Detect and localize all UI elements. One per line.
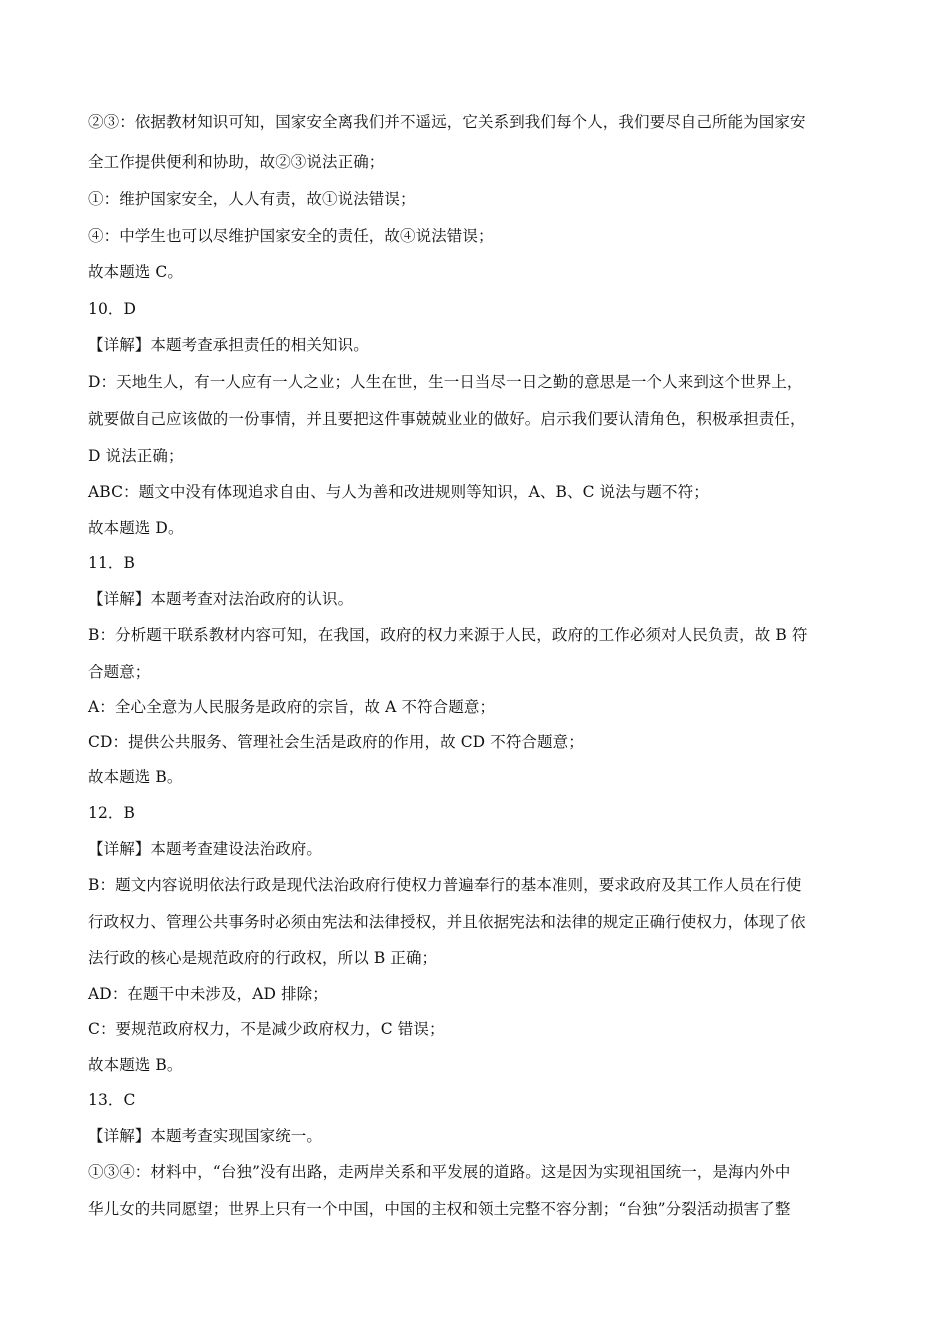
question-number: 10．D bbox=[88, 300, 137, 318]
text-line: A：全心全意为人民服务是政府的宗旨，故 A 不符合题意； bbox=[88, 698, 496, 716]
question-number: 12．B bbox=[88, 804, 136, 822]
text-line: 法行政的核心是规范政府的行政权，所以 B 正确； bbox=[88, 949, 438, 967]
text-line: 故本题选 D。 bbox=[88, 519, 184, 537]
text-line: 【详解】本题考查对法治政府的认识。 bbox=[88, 590, 354, 608]
text-line: CD：提供公共服务、管理社会生活是政府的作用，故 CD 不符合题意； bbox=[88, 733, 584, 751]
question-number: 13．C bbox=[88, 1091, 136, 1109]
text-line: 故本题选 C。 bbox=[88, 263, 183, 281]
question-number: 11．B bbox=[88, 554, 136, 572]
text-line: 行政权力、管理公共事务时必须由宪法和法律授权，并且依据宪法和法律的规定正确行使权力，体现了依 bbox=[88, 913, 806, 931]
text-line: ②③：依据教材知识可知，国家安全离我们并不遥远，它关系到我们每个人，我们要尽自己所能为国家安 bbox=[88, 113, 806, 131]
text-line: ①③④：材料中，“台独”没有出路，走两岸关系和平发展的道路。这是因为实现祖国统一，是海内外中 bbox=[88, 1163, 791, 1181]
text-line: C：要规范政府权力，不是减少政府权力，C 错误； bbox=[88, 1020, 445, 1038]
text-line: 就要做自己应该做的一份事情，并且要把这件事兢兢业业的做好。启示我们要认清角色，积极承担责任， bbox=[88, 410, 806, 428]
text-line: 华儿女的共同愿望；世界上只有一个中国，中国的主权和领土完整不容分割；“台独”分裂活动损害了整 bbox=[88, 1200, 791, 1218]
text-line: B：分析题干联系教材内容可知，在我国，政府的权力来源于人民，政府的工作必须对人民负责，故 B 符 bbox=[88, 626, 808, 644]
text-line: 【详解】本题考查建设法治政府。 bbox=[88, 840, 323, 858]
text-line: 合题意； bbox=[88, 663, 151, 681]
text-line: 【详解】本题考查实现国家统一。 bbox=[88, 1127, 323, 1145]
text-line: 全工作提供便利和协助，故②③说法正确； bbox=[88, 153, 385, 171]
text-line: ABC：题文中没有体现追求自由、与人为善和改进规则等知识，A、B、C 说法与题不符； bbox=[88, 483, 709, 501]
text-line: AD：在题干中未涉及，AD 排除； bbox=[88, 985, 328, 1003]
text-line: 【详解】本题考查承担责任的相关知识。 bbox=[88, 336, 369, 354]
text-line: D 说法正确； bbox=[88, 447, 184, 465]
text-line: ④：中学生也可以尽维护国家安全的责任，故④说法错误； bbox=[88, 227, 494, 245]
text-line: B：题文内容说明依法行政是现代法治政府行使权力普遍奉行的基本准则，要求政府及其工作人员在行使 bbox=[88, 876, 802, 894]
text-line: ①：维护国家安全，人人有责，故①说法错误； bbox=[88, 190, 416, 208]
text-line: 故本题选 B。 bbox=[88, 768, 183, 786]
text-line: D：天地生人，有一人应有一人之业；人生在世，生一日当尽一日之勤的意思是一个人来到这个世界上， bbox=[88, 373, 803, 391]
text-line: 故本题选 B。 bbox=[88, 1056, 183, 1074]
